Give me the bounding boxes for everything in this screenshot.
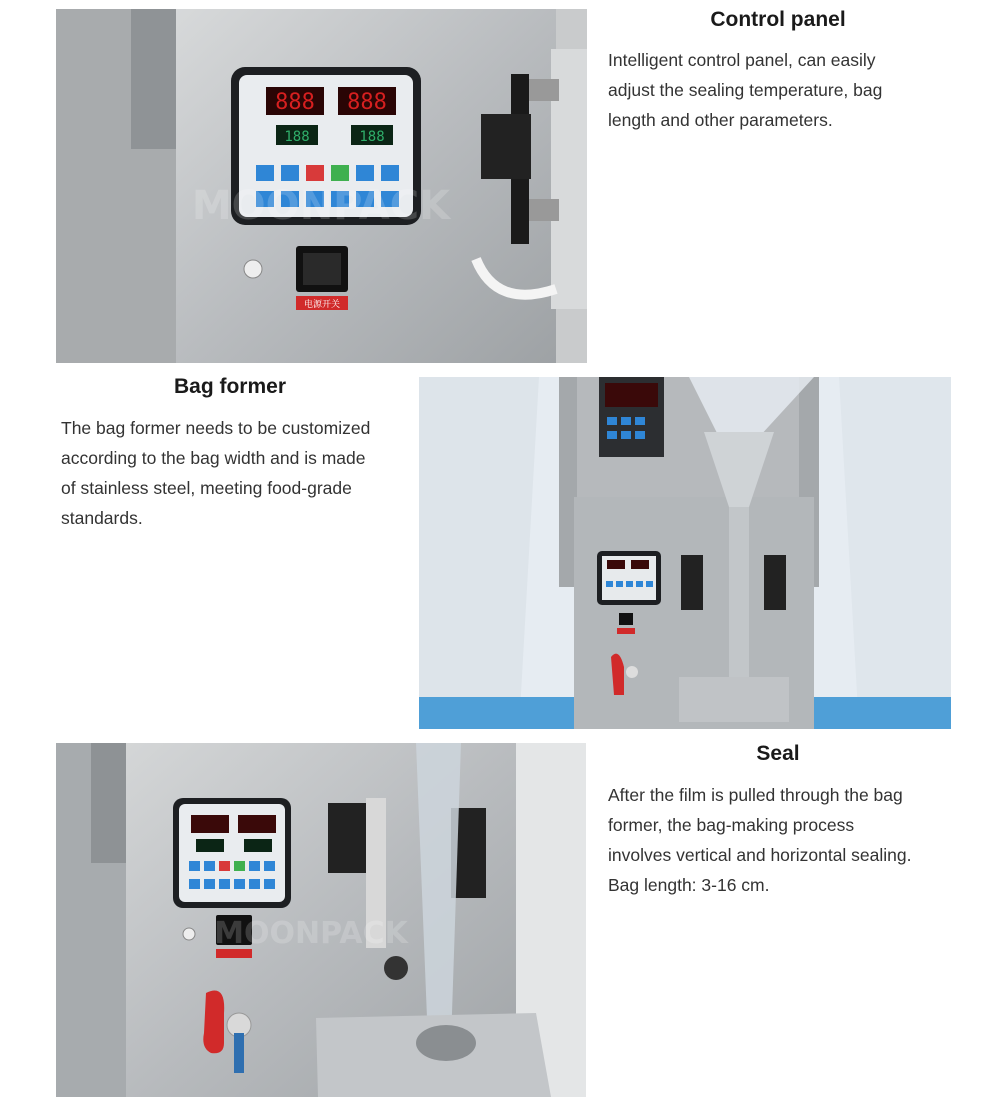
bag-former-photo — [419, 377, 951, 729]
seal-heading: Seal — [756, 742, 800, 765]
panel-display-a: 888 — [275, 90, 315, 115]
bag-former-heading: Bag former — [173, 375, 287, 398]
svg-text:电源开关: 电源开关 — [303, 300, 341, 310]
svg-text:188: 188 — [359, 129, 385, 145]
control-panel-description: Intelligent control panel, can easily adjust the sealing temperature, bag length and other parameters. — [608, 50, 883, 130]
bag-former-description: The bag former needs to be customized according to the bag width and is made of stainless steel, meeting food-grade standards. — [61, 418, 371, 528]
svg-text:MOONPACK: MOONPACK — [214, 916, 408, 951]
panel-display-b: 888 — [347, 90, 387, 115]
seal-photo — [56, 743, 586, 1097]
svg-text:188: 188 — [284, 129, 310, 145]
svg-text:MOONPACK: MOONPACK — [191, 183, 451, 229]
control-panel-heading: Control panel — [710, 8, 846, 31]
control-panel-photo — [56, 9, 587, 363]
seal-description: After the film is pulled through the bag former, the bag-making process involves vertical and horizontal sealing. Bag length: 3-16 cm. — [608, 785, 912, 895]
